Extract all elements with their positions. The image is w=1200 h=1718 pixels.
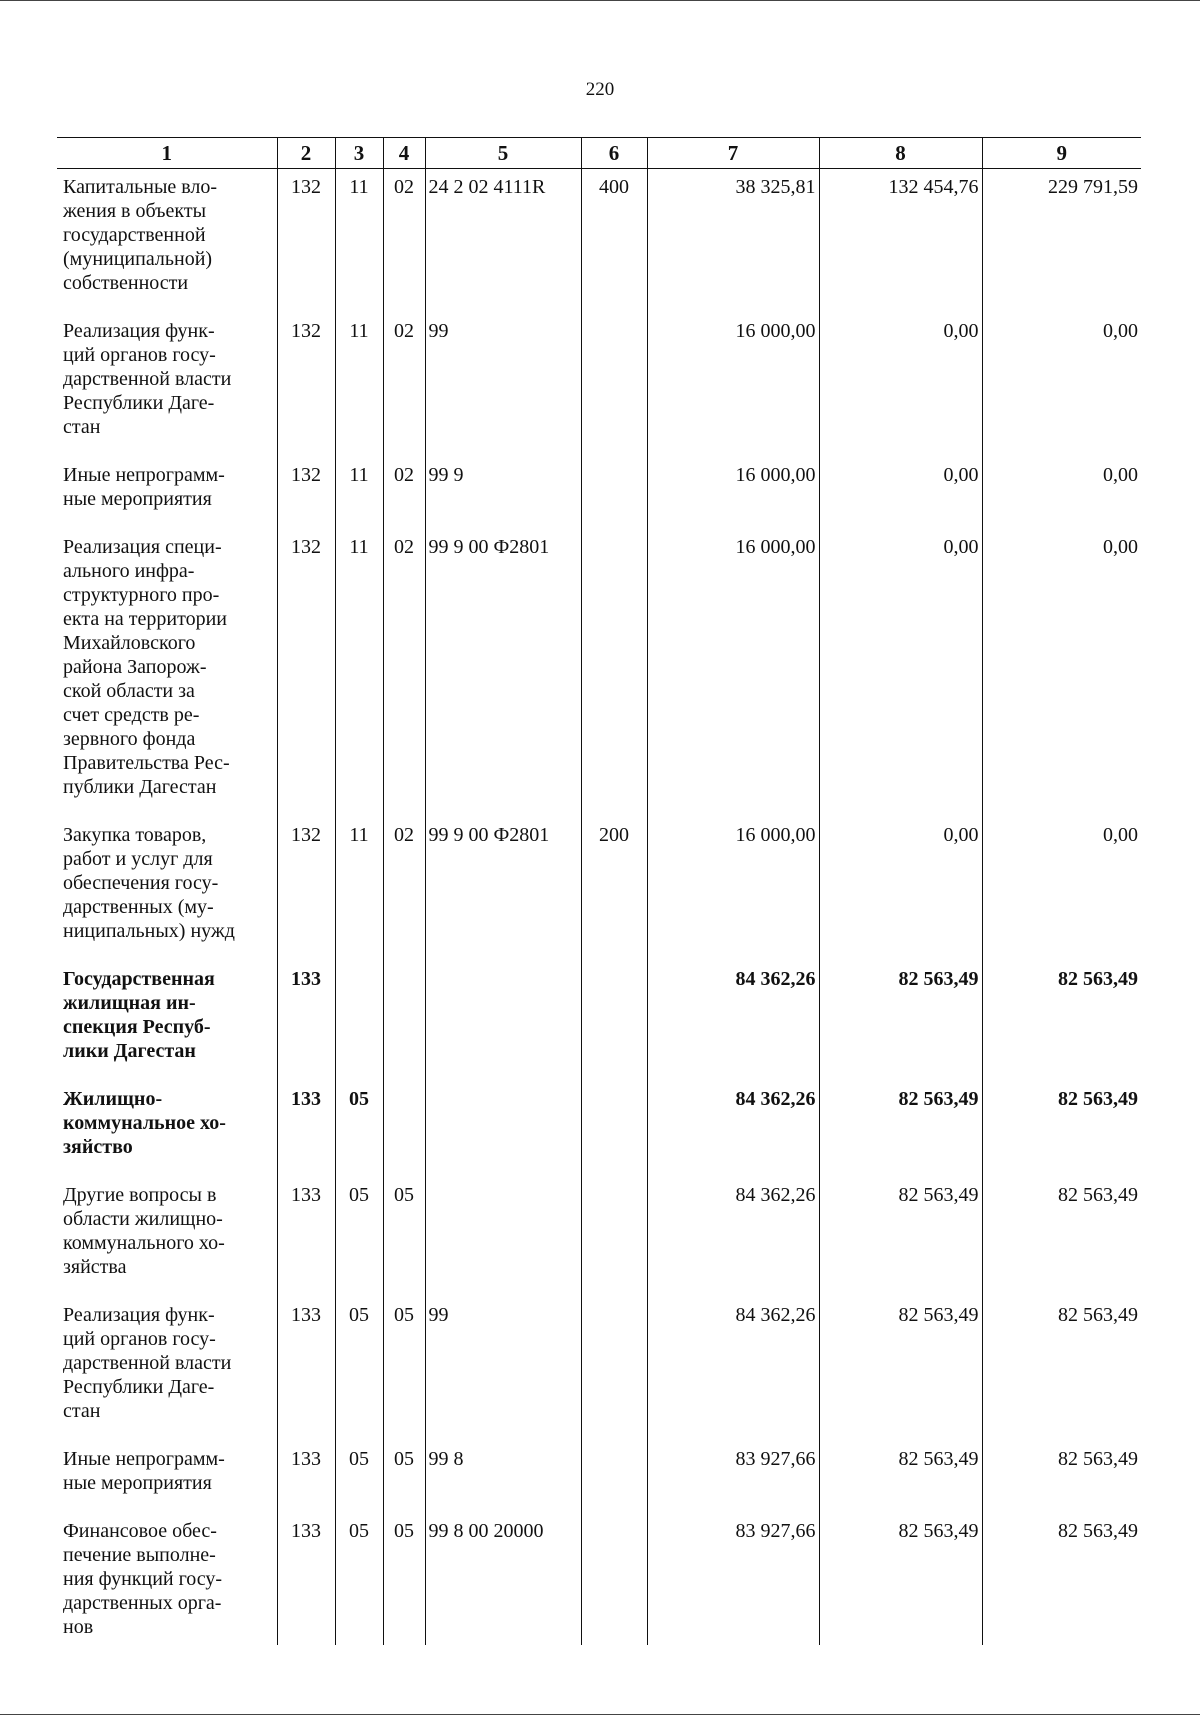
col-4-subsection: 05 <box>383 1441 425 1513</box>
col-6-expense-type <box>581 1081 647 1177</box>
col-7-amount: 16 000,00 <box>647 313 819 457</box>
col-8-amount: 82 563,49 <box>819 1177 982 1297</box>
col-7-amount: 83 927,66 <box>647 1513 819 1645</box>
col-9-amount: 82 563,49 <box>982 1177 1141 1297</box>
col-8-amount: 82 563,49 <box>819 1513 982 1645</box>
col-7-amount: 38 325,81 <box>647 169 819 314</box>
col-2-code: 132 <box>277 817 335 961</box>
col-6-expense-type <box>581 961 647 1081</box>
row-name: Финансовое обес- печение выполне- ния функций госу- дарственных орга- нов <box>63 1520 223 1638</box>
col-2-code: 132 <box>277 169 335 314</box>
col-3-section: 05 <box>335 1513 383 1645</box>
col-3-section: 11 <box>335 169 383 314</box>
table-row <box>57 1177 1141 1297</box>
col-6-expense-type <box>581 1177 647 1297</box>
header-col-4: 4 <box>383 138 425 169</box>
row-name: Иные непрограмм- ные мероприятия <box>63 464 225 510</box>
row-name: Жилищно- коммунальное хо- зяйство <box>63 1088 226 1158</box>
col-9-amount: 82 563,49 <box>982 1297 1141 1441</box>
col-2-code: 133 <box>277 1441 335 1513</box>
row-name: Капитальные вло- жения в объекты государственной (муниципальной) собственности <box>63 176 218 294</box>
col-4-subsection <box>383 1081 425 1177</box>
col-9-amount: 0,00 <box>982 529 1141 817</box>
header-col-1: 1 <box>57 138 277 169</box>
col-9-amount: 82 563,49 <box>982 1081 1141 1177</box>
col-5-target-article: 24 2 02 4111R <box>425 169 581 314</box>
col-4-subsection: 02 <box>383 529 425 817</box>
col-9-amount: 0,00 <box>982 457 1141 529</box>
col-5-target-article: 99 9 00 Ф2801 <box>425 529 581 817</box>
col-9-amount: 0,00 <box>982 817 1141 961</box>
col-3-section: 05 <box>335 1297 383 1441</box>
header-col-3: 3 <box>335 138 383 169</box>
col-2-code: 132 <box>277 529 335 817</box>
row-name: Реализация функ- ций органов госу- дарственной власти Республики Даге- стан <box>63 320 232 438</box>
col-6-expense-type: 200 <box>581 817 647 961</box>
col-9-amount: 0,00 <box>982 313 1141 457</box>
col-9-amount: 82 563,49 <box>982 961 1141 1081</box>
header-col-9: 9 <box>982 138 1141 169</box>
row-name: Государственная жилищная ин- спекция Респуб- лики Дагестан <box>63 968 215 1062</box>
col-9-amount: 82 563,49 <box>982 1441 1141 1513</box>
col-5-target-article <box>425 961 581 1081</box>
col-8-amount: 132 454,76 <box>819 169 982 314</box>
col-7-amount: 16 000,00 <box>647 457 819 529</box>
col-3-section: 11 <box>335 457 383 529</box>
table-row <box>57 169 1141 314</box>
col-6-expense-type <box>581 1297 647 1441</box>
col-4-subsection: 02 <box>383 457 425 529</box>
header-col-7: 7 <box>647 138 819 169</box>
col-5-target-article: 99 8 <box>425 1441 581 1513</box>
row-name: Другие вопросы в области жилищно- коммунального хо- зяйства <box>63 1184 225 1278</box>
col-4-subsection: 02 <box>383 313 425 457</box>
col-5-target-article: 99 <box>425 313 581 457</box>
col-7-amount: 84 362,26 <box>647 1297 819 1441</box>
col-3-section: 11 <box>335 817 383 961</box>
col-9-amount: 82 563,49 <box>982 1513 1141 1645</box>
col-3-section <box>335 961 383 1081</box>
col-7-amount: 84 362,26 <box>647 1177 819 1297</box>
col-4-subsection: 05 <box>383 1297 425 1441</box>
col-3-section: 05 <box>335 1177 383 1297</box>
table-row <box>57 961 1141 1081</box>
row-name: Иные непрограмм- ные мероприятия <box>63 1448 225 1494</box>
col-2-code: 133 <box>277 1297 335 1441</box>
row-name: Закупка товаров, работ и услуг для обеспечения госу- дарственных (му- ниципальных) нужд <box>63 824 235 942</box>
col-2-code: 133 <box>277 1513 335 1645</box>
col-2-code: 133 <box>277 1081 335 1177</box>
col-3-section: 05 <box>335 1081 383 1177</box>
col-5-target-article: 99 8 00 20000 <box>425 1513 581 1645</box>
table-row <box>57 1081 1141 1177</box>
col-2-code: 132 <box>277 313 335 457</box>
col-6-expense-type <box>581 313 647 457</box>
col-7-amount: 84 362,26 <box>647 961 819 1081</box>
col-7-amount: 84 362,26 <box>647 1081 819 1177</box>
col-6-expense-type <box>581 1513 647 1645</box>
top-scan-edge <box>0 0 1200 1</box>
col-8-amount: 82 563,49 <box>819 1297 982 1441</box>
col-6-expense-type <box>581 529 647 817</box>
col-8-amount: 0,00 <box>819 529 982 817</box>
col-6-expense-type <box>581 457 647 529</box>
page-number: 220 <box>585 79 615 100</box>
col-5-target-article <box>425 1177 581 1297</box>
table-row <box>57 529 1141 817</box>
col-2-code: 133 <box>277 961 335 1081</box>
header-col-2: 2 <box>277 138 335 169</box>
col-4-subsection: 05 <box>383 1177 425 1297</box>
header-col-6: 6 <box>581 138 647 169</box>
table-row <box>57 1297 1141 1441</box>
header-row <box>57 138 1141 169</box>
table-row <box>57 457 1141 529</box>
col-8-amount: 0,00 <box>819 817 982 961</box>
col-4-subsection: 02 <box>383 169 425 314</box>
col-5-target-article: 99 <box>425 1297 581 1441</box>
header-col-5: 5 <box>425 138 581 169</box>
col-5-target-article <box>425 1081 581 1177</box>
col-5-target-article: 99 9 <box>425 457 581 529</box>
col-8-amount: 82 563,49 <box>819 1441 982 1513</box>
col-8-amount: 82 563,49 <box>819 961 982 1081</box>
table-row <box>57 1513 1141 1645</box>
col-7-amount: 83 927,66 <box>647 1441 819 1513</box>
row-name: Реализация функ- ций органов госу- дарственной власти Республики Даге- стан <box>63 1304 232 1422</box>
table-body <box>57 169 1141 1646</box>
col-7-amount: 16 000,00 <box>647 817 819 961</box>
col-9-amount: 229 791,59 <box>982 169 1141 314</box>
col-4-subsection: 05 <box>383 1513 425 1645</box>
row-name: Реализация специ- ального инфра- структурного про- екта на территории Михайловского района Запорож- ской области за счет средств ре- зервного фонда Правительства Рес- публики Дагестан <box>63 536 230 798</box>
table-row <box>57 1441 1141 1513</box>
bottom-scan-edge <box>0 1714 1200 1715</box>
col-6-expense-type: 400 <box>581 169 647 314</box>
col-8-amount: 82 563,49 <box>819 1081 982 1177</box>
col-2-code: 133 <box>277 1177 335 1297</box>
table-header <box>57 138 1141 169</box>
col-3-section: 11 <box>335 529 383 817</box>
header-col-8: 8 <box>819 138 982 169</box>
col-4-subsection: 02 <box>383 817 425 961</box>
col-8-amount: 0,00 <box>819 457 982 529</box>
col-3-section: 05 <box>335 1441 383 1513</box>
table-row <box>57 313 1141 457</box>
col-3-section: 11 <box>335 313 383 457</box>
col-6-expense-type <box>581 1441 647 1513</box>
col-2-code: 132 <box>277 457 335 529</box>
col-8-amount: 0,00 <box>819 313 982 457</box>
col-4-subsection <box>383 961 425 1081</box>
col-5-target-article: 99 9 00 Ф2801 <box>425 817 581 961</box>
col-7-amount: 16 000,00 <box>647 529 819 817</box>
budget-table <box>57 137 1141 1645</box>
table-row <box>57 817 1141 961</box>
